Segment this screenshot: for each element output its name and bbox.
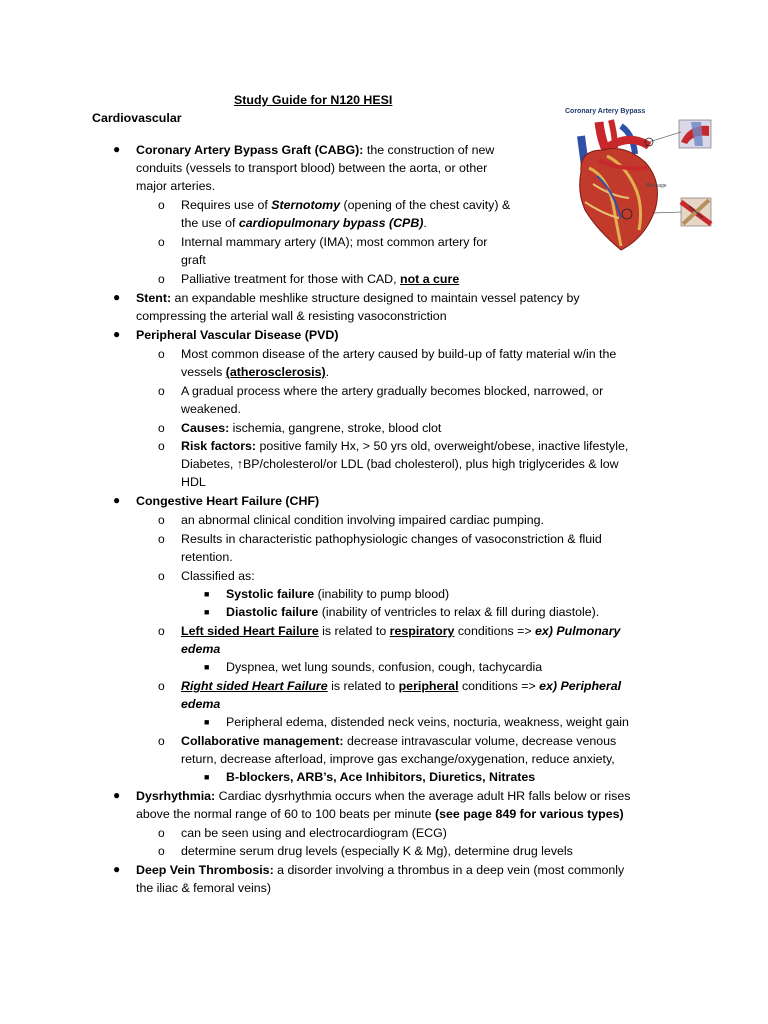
sub-bullet-icon: o xyxy=(158,826,165,840)
sub-list-item-text: return, decrease afterload, improve gas exchange/oxygenation, reduce anxiety, xyxy=(181,752,615,766)
list-item-text: major arteries. xyxy=(136,179,216,193)
sub-list-item-text: edema xyxy=(181,642,221,656)
list-item: Congestive Heart Failure (CHF) xyxy=(136,494,320,508)
square-bullet-icon: ■ xyxy=(204,662,210,672)
sub-bullet-icon: o xyxy=(158,347,165,361)
list-item-text: conduits (vessels to transport blood) between the aorta, or other xyxy=(136,161,488,175)
square-bullet-icon: ■ xyxy=(204,717,210,727)
sub-list-item: Palliative treatment for those with CAD, not a cure xyxy=(181,272,460,286)
sub-list-item-text: Diabetes, ↑BP/cholesterol/or LDL (bad cholesterol), plus high triglycerides & low xyxy=(181,457,619,471)
page-title: Study Guide for N120 HESI xyxy=(234,93,393,107)
sub-sub-list-item: Diastolic failure (inability of ventricles to relax & fill during diastole). xyxy=(226,605,600,619)
square-bullet-icon: ■ xyxy=(204,589,210,599)
sub-bullet-icon: o xyxy=(158,421,165,435)
sub-list-item: Right sided Heart Failure is related to peripheral conditions => ex) Peripheral xyxy=(181,679,622,693)
sub-sub-list-item: Systolic failure (inability to pump blood) xyxy=(226,587,450,601)
sub-bullet-icon: o xyxy=(158,384,165,398)
sub-sub-list-item: B-blockers, ARB’s, Ace Inhibitors, Diuretics, Nitrates xyxy=(226,770,536,784)
sub-list-item: Left sided Heart Failure is related to respiratory conditions => ex) Pulmonary xyxy=(181,624,621,638)
sub-bullet-icon: o xyxy=(158,439,165,453)
sub-bullet-icon: o xyxy=(158,844,165,858)
sub-list-item-text: graft xyxy=(181,253,206,267)
sub-list-item-text: edema xyxy=(181,697,221,711)
list-item: Deep Vein Thrombosis: a disorder involving a thrombus in a deep vein (most commonly xyxy=(136,863,625,877)
heart-bypass-illustration xyxy=(563,106,713,256)
sub-list-item: can be seen using and electrocardiogram (ECG) xyxy=(181,826,447,840)
sub-list-item-text: HDL xyxy=(181,475,206,489)
bullet-icon: ● xyxy=(113,788,121,802)
bullet-icon: ● xyxy=(113,493,121,507)
sub-bullet-icon: o xyxy=(158,624,165,638)
sub-list-item: Requires use of Sternotomy (opening of the chest cavity) & xyxy=(181,198,511,212)
sub-list-item: Classified as: xyxy=(181,569,255,583)
bullet-icon: ● xyxy=(113,290,121,304)
sub-sub-list-item: Dyspnea, wet lung sounds, confusion, cough, tachycardia xyxy=(226,660,543,674)
sub-list-item: Causes: ischemia, gangrene, stroke, blood clot xyxy=(181,421,442,435)
list-item-text: the iliac & femoral veins) xyxy=(136,881,271,895)
bullet-icon: ● xyxy=(113,142,121,156)
sub-list-item-text: vessels (atherosclerosis). xyxy=(181,365,330,379)
sub-bullet-icon: o xyxy=(158,679,165,693)
sub-list-item-text: weakened. xyxy=(181,402,241,416)
section-heading: Cardiovascular xyxy=(92,111,182,125)
sub-list-item: an abnormal clinical condition involving impaired cardiac pumping. xyxy=(181,513,544,527)
list-item: Stent: an expandable meshlike structure designed to maintain vessel patency by xyxy=(136,291,580,305)
list-item-text: above the normal range of 60 to 100 beats per minute (see page 849 for various types) xyxy=(136,807,624,821)
sub-list-item: Internal mammary artery (IMA); most common artery for xyxy=(181,235,488,249)
sub-bullet-icon: o xyxy=(158,235,165,249)
bullet-icon: ● xyxy=(113,327,121,341)
sub-bullet-icon: o xyxy=(158,532,165,546)
sub-bullet-icon: o xyxy=(158,734,165,748)
sub-list-item: Risk factors: positive family Hx, > 50 yrs old, overweight/obese, inactive lifestyle, xyxy=(181,439,629,453)
sub-bullet-icon: o xyxy=(158,513,165,527)
sub-list-item: Collaborative management: decrease intravascular volume, decrease venous xyxy=(181,734,617,748)
sub-bullet-icon: o xyxy=(158,198,165,212)
sub-bullet-icon: o xyxy=(158,272,165,286)
figure-label-blockage: Blockage xyxy=(646,183,667,189)
list-item: Dysrhythmia: Cardiac dysrhythmia occurs when the average adult HR falls below or rises xyxy=(136,789,631,803)
sub-list-item: Results in characteristic pathophysiologic changes of vasoconstriction & fluid xyxy=(181,532,602,546)
list-item-text: compressing the arterial wall & resisting vasoconstriction xyxy=(136,309,447,323)
bullet-icon: ● xyxy=(113,862,121,876)
sub-sub-list-item: Peripheral edema, distended neck veins, nocturia, weakness, weight gain xyxy=(226,715,629,729)
sub-bullet-icon: o xyxy=(158,569,165,583)
sub-list-item: A gradual process where the artery gradually becomes blocked, narrowed, or xyxy=(181,384,604,398)
square-bullet-icon: ■ xyxy=(204,607,210,617)
list-item: Coronary Artery Bypass Graft (CABG): the construction of new xyxy=(136,143,495,157)
list-item: Peripheral Vascular Disease (PVD) xyxy=(136,328,339,342)
square-bullet-icon: ■ xyxy=(204,772,210,782)
sub-list-item: Most common disease of the artery caused by build-up of fatty material w/in the xyxy=(181,347,617,361)
sub-list-item-text: retention. xyxy=(181,550,233,564)
sub-list-item: determine serum drug levels (especially K & Mg), determine drug levels xyxy=(181,844,573,858)
sub-list-item-text: the use of cardiopulmonary bypass (CPB). xyxy=(181,216,427,230)
figure-caption: Coronary Artery Bypass xyxy=(565,108,646,115)
